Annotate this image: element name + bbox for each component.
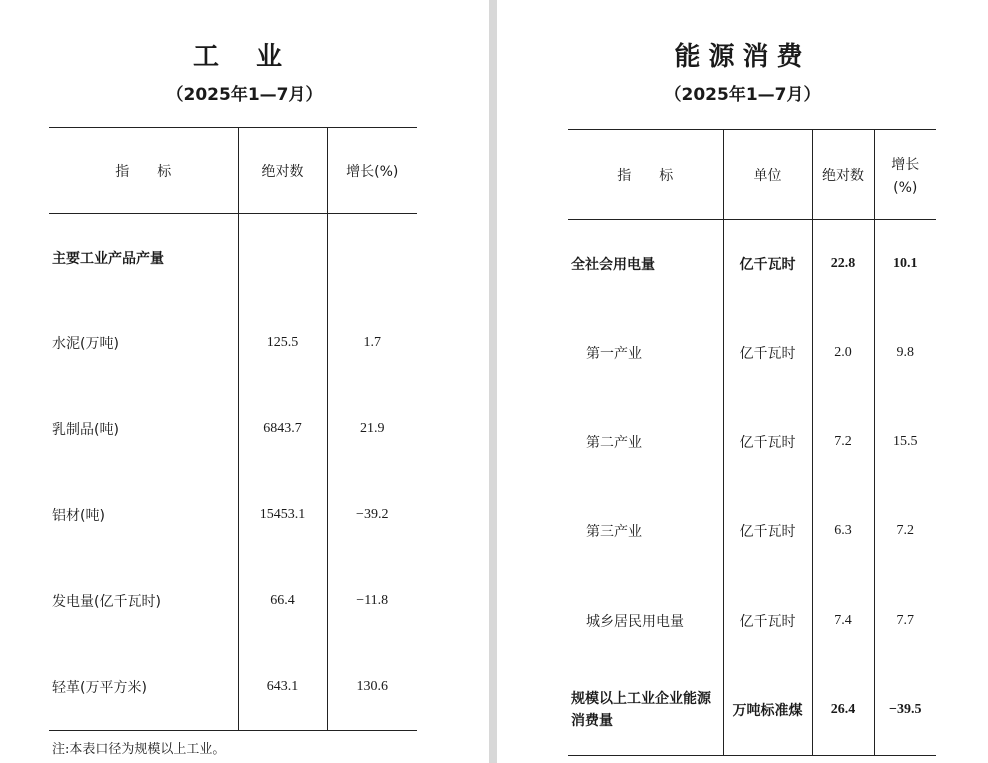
page-gutter (489, 0, 497, 763)
table-row (49, 300, 417, 386)
row-name: 第三产业 (586, 524, 642, 540)
row-absolute: 7.2 (812, 398, 874, 487)
row-name: 全社会用电量 (571, 257, 655, 274)
row-growth: 21.9 (327, 386, 417, 472)
row-growth: 15.5 (874, 398, 936, 487)
page-title: 工 业 (192, 42, 297, 72)
row-absolute: 6843.7 (238, 386, 327, 472)
header-growth-line1: 增长 (891, 156, 920, 173)
row-name: 轻革(万平方米) (52, 679, 147, 696)
right-page (497, 0, 988, 763)
industry-table (49, 127, 417, 731)
header-unit: 单位 (723, 130, 812, 220)
row-name: 乳制品(吨) (52, 421, 119, 438)
row-growth: 130.6 (327, 644, 417, 731)
row-name: 铝材(吨) (52, 507, 105, 524)
header-indicator: 指 标 (617, 167, 674, 184)
row-name: 第一产业 (586, 346, 642, 362)
row-absolute: 125.5 (238, 300, 327, 386)
row-absolute: 7.4 (812, 576, 874, 666)
row-growth: 1.7 (327, 300, 417, 386)
table-row (568, 309, 936, 398)
row-name: 第二产业 (586, 435, 642, 451)
table-note: 注:本表口径为规模以上工业。 (52, 742, 226, 757)
row-growth: −11.8 (327, 558, 417, 644)
table-row (568, 487, 936, 576)
header-growth-line2: (%) (893, 179, 918, 196)
header-growth: 增长(%) (327, 128, 417, 214)
page-title: 能源消费 (674, 42, 811, 72)
table-row (49, 558, 417, 644)
table-header-row (568, 130, 936, 220)
row-absolute: 15453.1 (238, 472, 327, 558)
row-absolute: 6.3 (812, 487, 874, 576)
table-row (568, 666, 936, 756)
row-growth: −39.5 (874, 666, 936, 756)
row-absolute: 22.8 (812, 220, 874, 309)
row-growth: −39.2 (327, 472, 417, 558)
row-unit: 亿千瓦时 (723, 398, 812, 487)
row-unit: 万吨标准煤 (723, 666, 812, 756)
row-name: 规模以上工业企业能源消费量 (571, 691, 711, 730)
row-name: 水泥(万吨) (52, 335, 119, 352)
row-growth: 7.7 (874, 576, 936, 666)
table-row (49, 644, 417, 731)
left-page (0, 0, 489, 763)
header-absolute: 绝对数 (812, 130, 874, 220)
row-growth: 10.1 (874, 220, 936, 309)
table-row (568, 576, 936, 666)
row-growth: 9.8 (874, 309, 936, 398)
row-absolute: 643.1 (238, 644, 327, 731)
row-absolute: 26.4 (812, 666, 874, 756)
page-subtitle: （2025年1—7月） (166, 85, 323, 105)
header-indicator: 指 标 (115, 163, 172, 180)
header-absolute: 绝对数 (238, 128, 327, 214)
table-row (49, 386, 417, 472)
table-row (49, 472, 417, 558)
header-growth (874, 130, 936, 220)
row-name: 发电量(亿千瓦时) (52, 593, 161, 610)
table-row (568, 220, 936, 309)
row-growth: 7.2 (874, 487, 936, 576)
row-unit: 亿千瓦时 (723, 309, 812, 398)
row-unit: 亿千瓦时 (723, 487, 812, 576)
row-absolute: 2.0 (812, 309, 874, 398)
page-subtitle: （2025年1—7月） (664, 85, 821, 105)
row-unit: 亿千瓦时 (723, 576, 812, 666)
energy-table (568, 129, 936, 756)
row-absolute: 66.4 (238, 558, 327, 644)
table-header-row (49, 128, 417, 214)
row-unit: 亿千瓦时 (723, 220, 812, 309)
section-row (49, 214, 417, 300)
table-row (568, 398, 936, 487)
row-name: 城乡居民用电量 (586, 613, 684, 630)
section-label: 主要工业产品产量 (52, 251, 164, 267)
